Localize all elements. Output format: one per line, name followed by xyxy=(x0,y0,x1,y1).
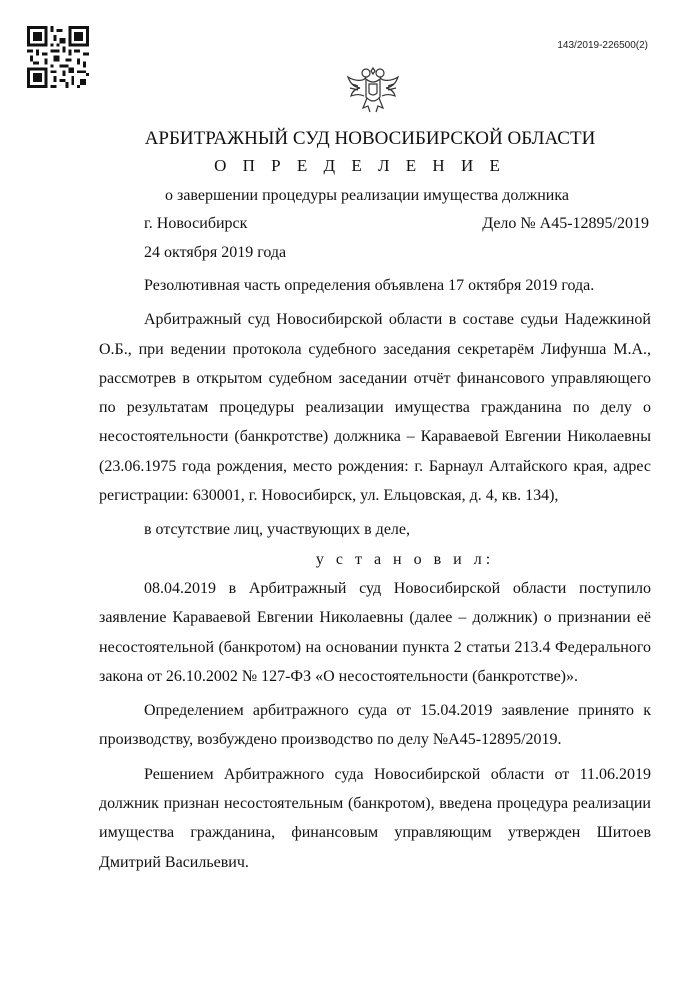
document-date: 24 октября 2019 года xyxy=(144,244,287,261)
ruling-heading: у с т а н о в и л: xyxy=(315,550,495,568)
russian-coat-of-arms-icon xyxy=(344,64,402,116)
document-title: О П Р Е Д Е Л Е Н И Е xyxy=(214,156,506,175)
acceptance-paragraph: Определением арбитражного суда от 15.04.2019 заявление принято к производству, возбуждено производство по делу №А45-12895/2019. xyxy=(99,702,651,749)
decision-paragraph: Решением Арбитражного суда Новосибирской области от 11.06.2019 должник признан несостоятельным (банкротом), введена процедура реализации имущества гражданина, финансовым управляющим утвержден Шитоев Дмитрий Васильевич. xyxy=(99,765,651,871)
qr-code-icon xyxy=(27,26,89,88)
document-id: 143/2019-226500(2) xyxy=(557,40,648,51)
court-name: АРБИТРАЖНЫЙ СУД НОВОСИБИРСКОЙ ОБЛАСТИ xyxy=(144,128,596,149)
court-composition-paragraph: Арбитражный суд Новосибирской области в составе судьи Надежкиной О.Б., при ведении протокола судебного заседания секретарём Лифунша М.А., рассмотрев в открытом судебном заседании отчёт финансового управляющего по результатам процедуры реализации имущества гражданина по делу о несостоятельности (банкротстве) должника – Караваевой Евгении Николаевны (23.06.1975 года рождения, место рождения: г. Барнаул Алтайского края, адрес регистрации: 630001, г. Новосибирск, ул. Ельцовская, д. 4, кв. 134), xyxy=(99,311,651,505)
application-paragraph: 08.04.2019 в Арбитражный суд Новосибирской области поступило заявление Караваевой Евгении Николаевны (далее – должник) о признании её несостоятельной (банкротом) на основании пункта 2 статьи 213.4 Федерального закона от 26.10.2002 № 127-ФЗ «О несостоятельности (банкротстве)». xyxy=(99,579,651,685)
document-subtitle: о завершении процедуры реализации имущества должника xyxy=(165,187,569,204)
absence-paragraph: в отсутствие лиц, участвующих в деле, xyxy=(144,521,410,539)
document-body xyxy=(99,271,651,877)
city: г. Новосибирск xyxy=(144,215,248,232)
case-number: Дело № А45-12895/2019 xyxy=(482,215,649,232)
operative-part-paragraph: Резолютивная часть определения объявлена 17 октября 2019 года. xyxy=(144,277,595,294)
